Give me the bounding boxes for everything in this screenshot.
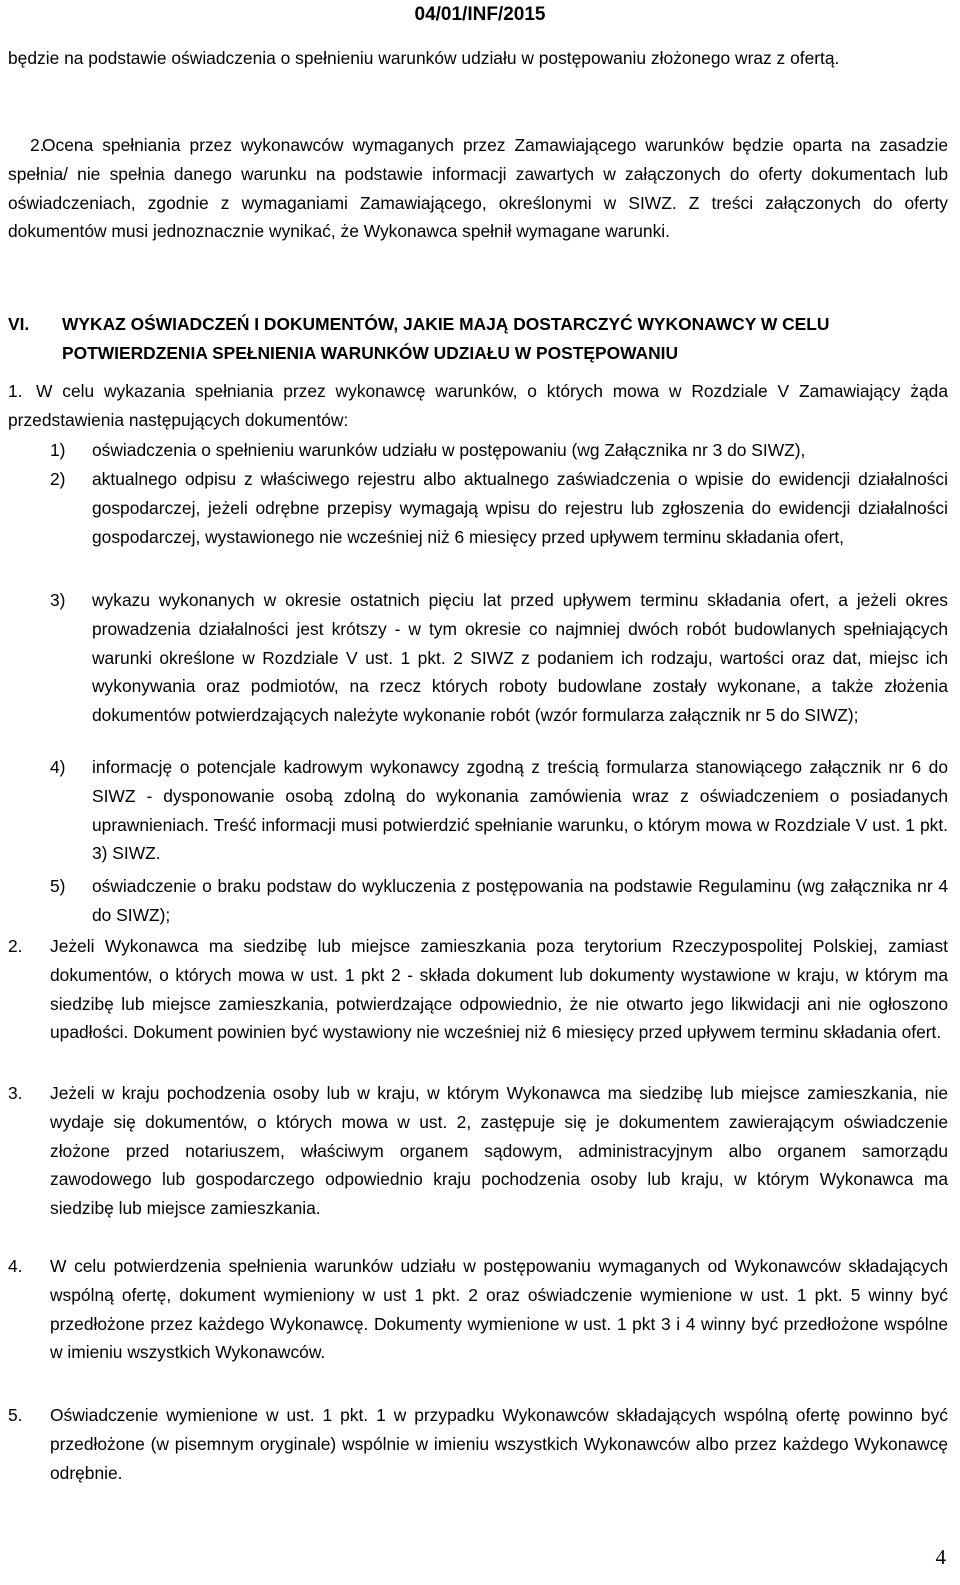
section-title: WYKAZ OŚWIADCZEŃ I DOKUMENTÓW, JAKIE MAJĄ DOSTARCZYĆ WYKONAWCY W CELU POTWIERDZENIA SPEŁNIENIA WARUNKÓW UDZIAŁU W POSTĘPOWANIU bbox=[62, 314, 830, 363]
item-number: 3. bbox=[8, 1083, 23, 1103]
section-vi-item-text: Jeżeli Wykonawca ma siedzibę lub miejsce zamieszkania poza terytorium Rzeczypospolitej Polskiej, zamiast dokumentów, o których mowa w ust. 1 pkt 2 - składa dokument lub dokumenty wystawione w kraju, w którym ma siedzibę lub miejsce zamieszkania, potwierdzające odpowiednio, że nie otwarto jego likwidacji ani nie ogłoszono upadłości. Dokument powinien być wystawiony nie wcześniej niż 6 miesięcy przed upływem terminu składania ofert. bbox=[50, 936, 948, 1043]
subitem-number: 5) bbox=[50, 876, 66, 896]
item-number: 5. bbox=[8, 1405, 23, 1425]
page-number: 4 bbox=[935, 1545, 946, 1569]
item-number: 1. bbox=[8, 381, 23, 401]
subitem-text: oświadczenie o braku podstaw do wykluczenia z postępowania na podstawie Regulaminu (wg załącznika nr 4 do SIWZ); bbox=[92, 876, 948, 925]
intro-paragraph: będzie na podstawie oświadczenia o spełnieniu warunków udziału w postępowaniu złożonego wraz z ofertą. bbox=[8, 48, 840, 68]
subitem-number: 3) bbox=[50, 590, 66, 610]
subitem-text: oświadczenia o spełnieniu warunków udziału w postępowaniu (wg Załącznika nr 3 do SIWZ), bbox=[92, 440, 806, 460]
item-number: 4. bbox=[8, 1256, 23, 1276]
section-vi-item-text: W celu potwierdzenia spełnienia warunków udziału w postępowaniu wymaganych od Wykonawców składających wspólną ofertę, dokument wymieniony w ust 1 pkt. 2 oraz oświadczenie wymienione w ust. 1 pkt. 5 winny być przedłożone przez każdego Wykonawcę. Dokumenty wymienione w ust. 1 pkt 3 i 4 winny być przedłożone wspólne w imieniu wszystkich Wykonawców. bbox=[50, 1256, 948, 1363]
subitem-number: 2) bbox=[50, 469, 66, 489]
subitem-number: 1) bbox=[50, 440, 66, 460]
section-vi-item-text: Jeżeli w kraju pochodzenia osoby lub w kraju, w którym Wykonawca ma siedzibę lub miejsce zamieszkania, nie wydaje się dokumentów, o których mowa w ust. 2, zastępuje się je dokumentem zawierającym oświadczenie złożone przed notariuszem, właściwym organem sądowym, administracyjnym albo organem samorządu zawodowego lub gospodarczego odpowiednio kraju pochodzenia osoby lub kraju, w którym Wykonawca ma siedzibę lub miejsce zamieszkania. bbox=[50, 1083, 948, 1219]
section-number: VI. bbox=[8, 314, 30, 334]
subitem-text: informację o potencjale kadrowym wykonawcy zgodną z treścią formularza stanowiącego załącznik nr 6 do SIWZ - dysponowanie osobą zdolną do wykonania zamówienia wraz z oświadczeniem o posiadanych uprawnieniach. Treść informacji musi potwierdzić spełnianie warunku, o którym mowa w Rozdziale V ust. 1 pkt. 3) SIWZ. bbox=[92, 757, 948, 864]
section-vi-item-text: Oświadczenie wymienione w ust. 1 pkt. 1 w przypadku Wykonawców składających wspólną ofertę powinno być przedłożone (w pisemnym oryginale) wspólnie w imieniu wszystkich Wykonawców albo przez każdego Wykonawcę odrębnie. bbox=[50, 1405, 948, 1483]
section-vi-item-1-text: W celu wykazania spełniania przez wykonawcę warunków, o których mowa w Rozdziale V Zamawiający żąda przedstawienia następujących dokumentów: bbox=[8, 381, 948, 430]
subitem-text: aktualnego odpisu z właściwego rejestru albo aktualnego zaświadczenia o wpisie do ewidencji działalności gospodarczej, jeżeli odrębne przepisy wymagają wpisu do rejestru lub zgłoszenia do ewidencji działalności gospodarczej, wystawionego nie wcześniej niż 6 miesięcy przed upływem terminu składania ofert, bbox=[92, 469, 948, 547]
item-number: 2. bbox=[30, 135, 45, 155]
subitem-number: 4) bbox=[50, 757, 66, 777]
section-v-item-2-text: Ocena spełniania przez wykonawców wymaganych przez Zamawiającego warunków będzie oparta na zasadzie spełnia/ nie spełnia danego warunku na podstawie informacji zawartych w załączonych do oferty dokumentach lub oświadczeniach, zgodnie z wymaganiami Zamawiającego, określonymi w SIWZ. Z treści załączonych do oferty dokumentów musi jednoznacznie wynikać, że Wykonawca spełnił wymagane warunki. bbox=[8, 135, 948, 242]
subitem-text: wykazu wykonanych w okresie ostatnich pięciu lat przed upływem terminu składania ofert, a jeżeli okres prowadzenia działalności jest krótszy - w tym okresie co najmniej dwóch robót budowlanych spełniających warunki określone w Rozdziale V ust. 1 pkt. 2 SIWZ z podaniem ich rodzaju, wartości oraz dat, miejsc ich wykonywania oraz podmiotów, na rzecz których roboty budowlane zostały wykonane, a także złożenia dokumentów potwierdzających należyte wykonanie robót (wzór formularza załącznik nr 5 do SIWZ); bbox=[92, 590, 948, 726]
item-number: 2. bbox=[8, 936, 23, 956]
document-number-header: 04/01/INF/2015 bbox=[414, 4, 546, 25]
